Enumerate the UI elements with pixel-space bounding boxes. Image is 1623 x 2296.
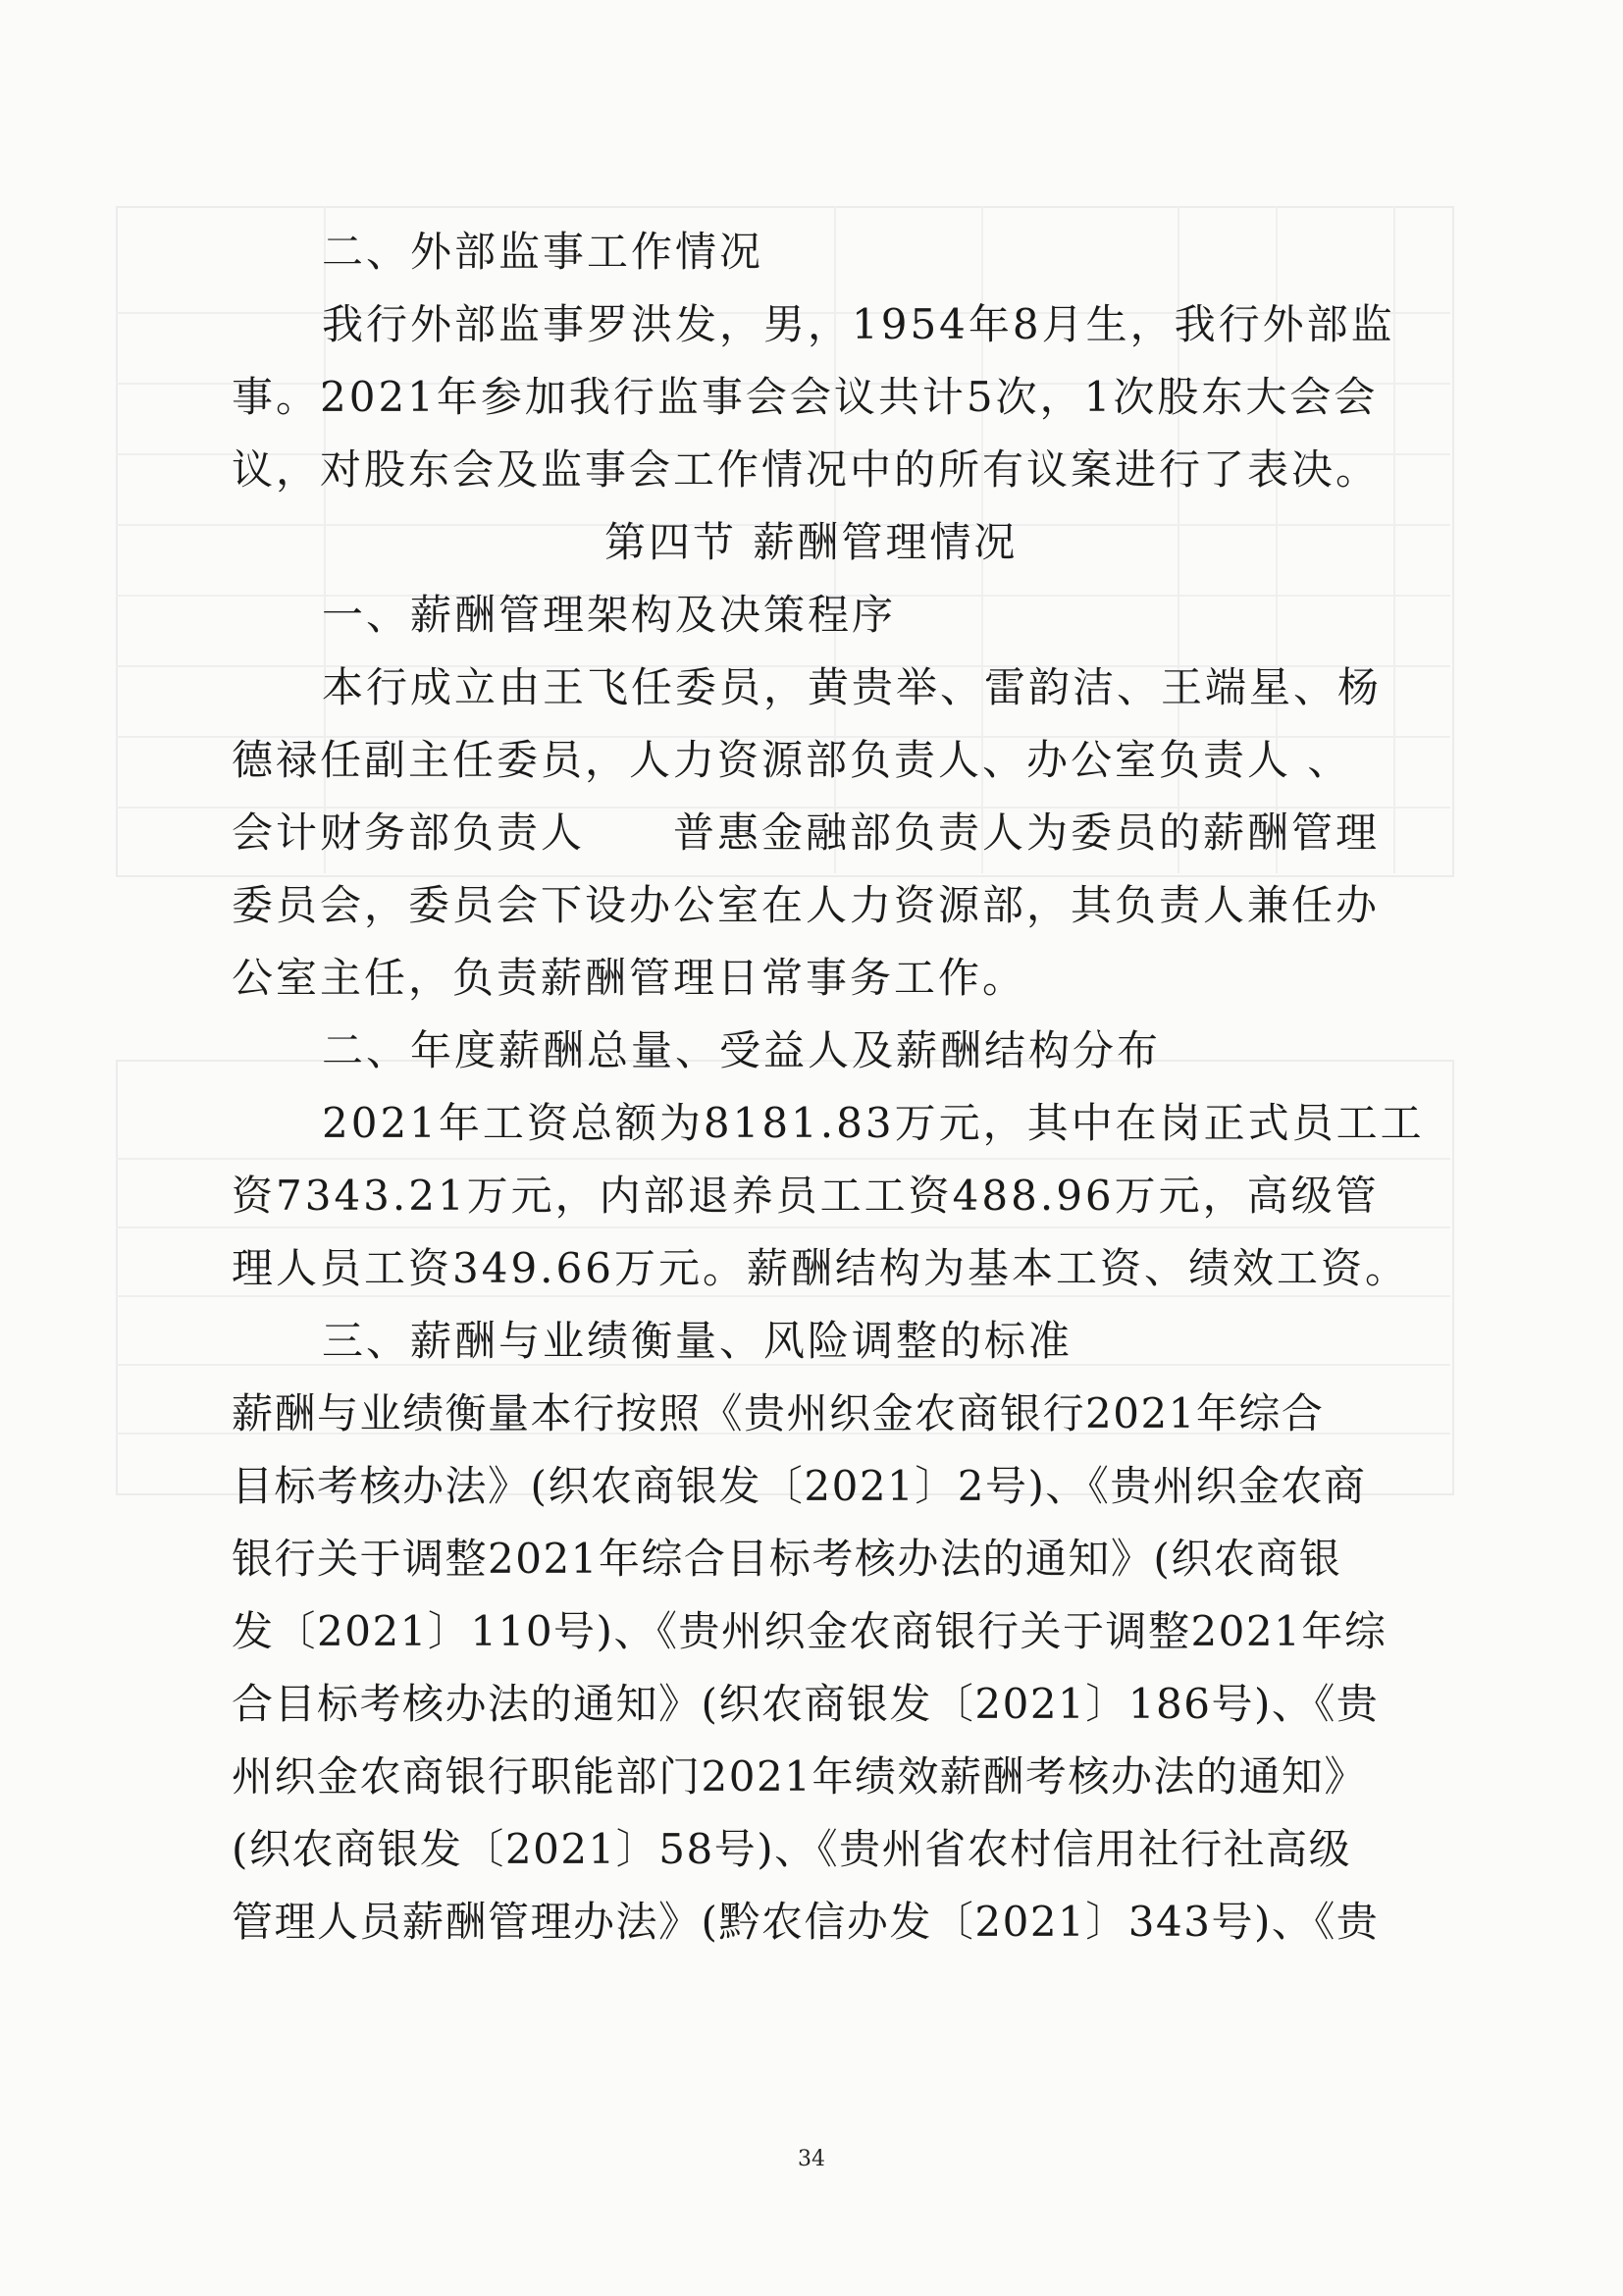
paragraph-line: 理人员工资349.66万元。薪酬结构为基本工资、绩效工资。 [232, 1244, 1409, 1292]
page-number: 34 [798, 2147, 825, 2171]
paragraph-line: 委员会，委员会下设办公室在人力资源部，其负责人兼任办 [232, 881, 1381, 929]
paragraph-line: 管理人员薪酬管理办法》(黔农信办发〔2021〕343号)、《贵 [232, 1898, 1380, 1946]
paragraph-line: 合目标考核办法的通知》(织农商银发〔2021〕186号)、《贵 [232, 1680, 1380, 1728]
section-title-compensation: 第四节 薪酬管理情况 [604, 518, 1019, 566]
paragraph-line: 州织金农商银行职能部门2021年绩效薪酬考核办法的通知》 [232, 1752, 1367, 1800]
paragraph-line-part: 会计财务部负责人 [232, 809, 586, 857]
paragraph-line: 我行外部监事罗洪发，男，1954年8月生，我行外部监 [322, 300, 1395, 348]
paragraph-line: 发〔2021〕110号)、《贵州织金农商银行关于调整2021年综 [232, 1607, 1387, 1655]
subheading-performance-risk: 三、薪酬与业绩衡量、风险调整的标准 [322, 1317, 1073, 1365]
paragraph-line: 事。2021年参加我行监事会会议共计5次，1次股东大会会 [232, 373, 1379, 421]
paragraph-line: 薪酬与业绩衡量本行按照《贵州织金农商银行2021年综合 [232, 1389, 1325, 1437]
paragraph-line-part: 普惠金融部负责人为委员的薪酬管理 [673, 809, 1381, 857]
paragraph-line: 德禄任副主任委员，人力资源部负责人、办公室负责人 、 [232, 736, 1352, 784]
paragraph-line: 银行关于调整2021年综合目标考核办法的通知》(织农商银 [232, 1535, 1342, 1583]
subheading-annual-compensation: 二、年度薪酬总量、受益人及薪酬结构分布 [322, 1026, 1162, 1074]
section-heading-external-supervisor: 二、外部监事工作情况 [322, 228, 764, 276]
paragraph-line [232, 797, 1381, 869]
paragraph-line: 公室主任，负责薪酬管理日常事务工作。 [232, 954, 1027, 1002]
document-body [232, 216, 1425, 1958]
paragraph-line: 本行成立由王飞任委员，黄贵举、雷韵洁、王端星、杨 [322, 663, 1383, 711]
paragraph-line: 目标考核办法》(织农商银发〔2021〕2号)、《贵州织金农商 [232, 1462, 1367, 1510]
paragraph-line: 资7343.21万元，内部退养员工工资488.96万元，高级管 [232, 1172, 1380, 1220]
paragraph-line: 2021年工资总额为8181.83万元，其中在岗正式员工工 [322, 1099, 1425, 1147]
paragraph-line: 议，对股东会及监事会工作情况中的所有议案进行了表决。 [232, 445, 1381, 494]
subheading-compensation-structure: 一、薪酬管理架构及决策程序 [322, 591, 897, 639]
paragraph-line: (织农商银发〔2021〕58号)、《贵州省农村信用社行社高级 [232, 1825, 1352, 1873]
